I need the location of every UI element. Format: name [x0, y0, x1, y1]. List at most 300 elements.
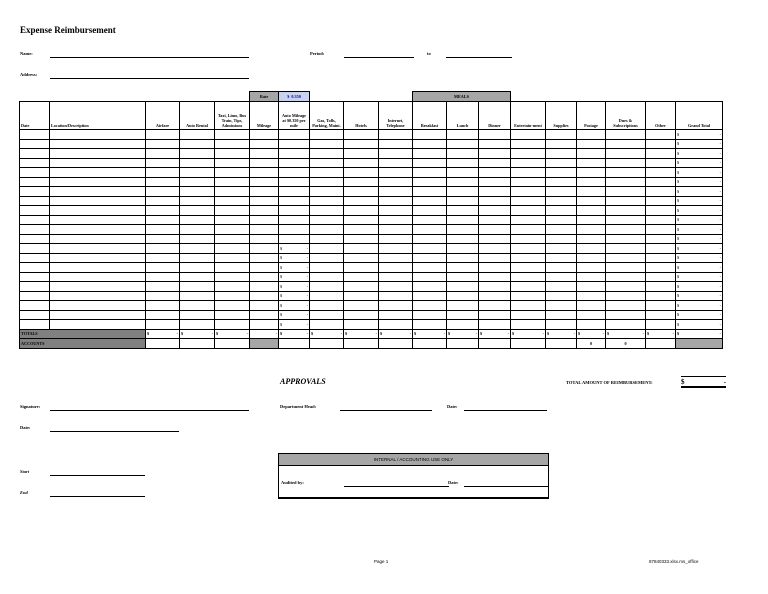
signature-field[interactable] — [50, 410, 249, 411]
accounts-cell[interactable] — [646, 339, 676, 349]
table-cell[interactable] — [310, 187, 344, 197]
table-cell[interactable] — [279, 225, 310, 235]
table-cell[interactable] — [511, 272, 546, 282]
table-cell[interactable] — [379, 168, 413, 178]
table-cell[interactable] — [577, 187, 606, 197]
table-cell[interactable] — [511, 234, 546, 244]
table-cell[interactable] — [310, 253, 344, 263]
table-cell[interactable] — [577, 234, 606, 244]
table-cell[interactable] — [479, 187, 511, 197]
table-cell[interactable]: $ - — [279, 272, 310, 282]
table-cell[interactable] — [50, 253, 146, 263]
table-cell[interactable] — [215, 310, 250, 320]
table-cell[interactable] — [606, 139, 646, 149]
table-cell[interactable] — [646, 215, 676, 225]
table-cell[interactable] — [180, 139, 215, 149]
table-cell[interactable] — [447, 158, 479, 168]
table-cell[interactable] — [20, 234, 50, 244]
table-cell[interactable] — [447, 272, 479, 282]
table-cell[interactable] — [606, 158, 646, 168]
table-cell[interactable] — [310, 291, 344, 301]
table-cell[interactable] — [511, 158, 546, 168]
table-cell[interactable] — [180, 244, 215, 254]
table-cell[interactable] — [646, 244, 676, 254]
table-cell[interactable] — [310, 177, 344, 187]
table-cell[interactable] — [447, 168, 479, 178]
table-cell[interactable] — [215, 234, 250, 244]
table-cell[interactable] — [20, 244, 50, 254]
table-cell[interactable] — [20, 168, 50, 178]
table-cell[interactable] — [279, 215, 310, 225]
table-cell[interactable] — [546, 177, 577, 187]
table-cell[interactable] — [479, 158, 511, 168]
table-cell[interactable] — [413, 149, 447, 159]
table-cell[interactable] — [250, 130, 279, 140]
table-cell[interactable] — [250, 291, 279, 301]
table-cell[interactable] — [546, 310, 577, 320]
table-cell[interactable] — [180, 291, 215, 301]
table-cell[interactable] — [215, 215, 250, 225]
table-cell[interactable] — [646, 301, 676, 311]
table-cell[interactable]: $ - — [279, 282, 310, 292]
table-cell[interactable] — [511, 187, 546, 197]
table-cell[interactable] — [50, 291, 146, 301]
table-cell[interactable] — [310, 206, 344, 216]
accounts-cell[interactable] — [546, 339, 577, 349]
table-cell[interactable] — [310, 272, 344, 282]
table-cell[interactable] — [379, 244, 413, 254]
table-cell[interactable] — [577, 310, 606, 320]
table-cell[interactable] — [20, 196, 50, 206]
table-cell[interactable] — [646, 168, 676, 178]
table-cell[interactable] — [479, 130, 511, 140]
table-cell[interactable] — [479, 310, 511, 320]
table-cell[interactable] — [646, 263, 676, 273]
table-cell[interactable] — [646, 158, 676, 168]
table-cell[interactable] — [447, 187, 479, 197]
table-cell[interactable] — [146, 301, 180, 311]
table-cell[interactable] — [215, 168, 250, 178]
table-cell[interactable] — [215, 301, 250, 311]
accounts-cell[interactable] — [511, 339, 546, 349]
table-cell[interactable] — [20, 149, 50, 159]
table-cell[interactable] — [180, 149, 215, 159]
table-cell[interactable] — [20, 253, 50, 263]
table-cell[interactable] — [215, 253, 250, 263]
table-cell[interactable] — [146, 225, 180, 235]
table-cell[interactable] — [511, 263, 546, 273]
table-cell[interactable] — [447, 234, 479, 244]
table-cell[interactable] — [279, 158, 310, 168]
table-cell[interactable] — [646, 320, 676, 330]
table-cell[interactable] — [646, 177, 676, 187]
table-cell[interactable] — [546, 291, 577, 301]
table-cell[interactable] — [479, 234, 511, 244]
table-cell[interactable] — [379, 291, 413, 301]
table-cell[interactable] — [344, 149, 379, 159]
table-cell[interactable] — [215, 187, 250, 197]
table-cell[interactable] — [215, 272, 250, 282]
table-cell[interactable] — [50, 215, 146, 225]
accounts-cell[interactable] — [379, 339, 413, 349]
table-cell[interactable] — [250, 168, 279, 178]
table-cell[interactable] — [379, 130, 413, 140]
table-cell[interactable] — [546, 206, 577, 216]
start-field[interactable] — [50, 475, 145, 476]
table-cell[interactable] — [479, 139, 511, 149]
table-cell[interactable] — [379, 310, 413, 320]
audited-by-field[interactable] — [344, 486, 449, 487]
table-cell[interactable] — [20, 320, 50, 330]
table-cell[interactable] — [20, 177, 50, 187]
table-cell[interactable] — [146, 282, 180, 292]
table-cell[interactable] — [146, 244, 180, 254]
table-cell[interactable] — [379, 234, 413, 244]
table-cell[interactable] — [146, 158, 180, 168]
table-cell[interactable] — [447, 139, 479, 149]
table-cell[interactable] — [511, 320, 546, 330]
accounts-cell[interactable] — [279, 339, 310, 349]
table-cell[interactable] — [279, 196, 310, 206]
accounts-cell[interactable] — [447, 339, 479, 349]
table-cell[interactable] — [20, 206, 50, 216]
table-cell[interactable] — [180, 282, 215, 292]
table-cell[interactable] — [20, 301, 50, 311]
table-cell[interactable] — [479, 253, 511, 263]
table-cell[interactable] — [50, 158, 146, 168]
table-cell[interactable] — [479, 225, 511, 235]
table-cell[interactable] — [511, 244, 546, 254]
table-cell[interactable] — [379, 301, 413, 311]
table-cell[interactable] — [511, 253, 546, 263]
table-cell[interactable] — [279, 130, 310, 140]
table-cell[interactable] — [20, 215, 50, 225]
table-cell[interactable] — [250, 149, 279, 159]
table-cell[interactable] — [577, 263, 606, 273]
table-cell[interactable] — [379, 149, 413, 159]
table-cell[interactable] — [379, 272, 413, 282]
table-cell[interactable] — [546, 244, 577, 254]
table-cell[interactable] — [180, 234, 215, 244]
table-cell[interactable] — [447, 225, 479, 235]
table-cell[interactable] — [577, 244, 606, 254]
table-cell[interactable] — [577, 253, 606, 263]
table-cell[interactable] — [606, 234, 646, 244]
table-cell[interactable]: $ - — [279, 253, 310, 263]
table-cell[interactable] — [413, 253, 447, 263]
table-cell[interactable] — [20, 310, 50, 320]
table-cell[interactable] — [50, 139, 146, 149]
table-cell[interactable] — [511, 301, 546, 311]
table-cell[interactable] — [546, 263, 577, 273]
table-cell[interactable] — [344, 253, 379, 263]
table-cell[interactable] — [146, 310, 180, 320]
table-cell[interactable] — [215, 158, 250, 168]
table-cell[interactable] — [447, 310, 479, 320]
table-cell[interactable] — [215, 282, 250, 292]
table-cell[interactable] — [606, 320, 646, 330]
table-cell[interactable] — [250, 187, 279, 197]
table-cell[interactable] — [577, 301, 606, 311]
table-cell[interactable] — [215, 225, 250, 235]
table-cell[interactable] — [413, 320, 447, 330]
table-cell[interactable] — [606, 168, 646, 178]
table-cell[interactable]: $ - — [279, 291, 310, 301]
table-cell[interactable] — [146, 263, 180, 273]
table-cell[interactable] — [646, 225, 676, 235]
table-cell[interactable] — [310, 168, 344, 178]
table-cell[interactable] — [215, 320, 250, 330]
table-cell[interactable] — [279, 168, 310, 178]
table-cell[interactable] — [606, 187, 646, 197]
table-cell[interactable] — [413, 187, 447, 197]
table-cell[interactable] — [511, 168, 546, 178]
table-cell[interactable]: $ - — [279, 244, 310, 254]
table-cell[interactable] — [479, 149, 511, 159]
table-cell[interactable] — [577, 272, 606, 282]
table-cell[interactable] — [146, 320, 180, 330]
table-cell[interactable] — [180, 177, 215, 187]
table-cell[interactable] — [146, 177, 180, 187]
table-cell[interactable] — [344, 272, 379, 282]
table-cell[interactable] — [379, 158, 413, 168]
table-cell[interactable] — [413, 196, 447, 206]
table-cell[interactable] — [413, 301, 447, 311]
table-cell[interactable] — [646, 130, 676, 140]
table-cell[interactable] — [20, 225, 50, 235]
table-cell[interactable] — [546, 301, 577, 311]
table-cell[interactable] — [250, 139, 279, 149]
accounts-cell[interactable] — [676, 339, 723, 349]
table-cell[interactable] — [215, 130, 250, 140]
table-cell[interactable] — [20, 187, 50, 197]
table-cell[interactable] — [413, 177, 447, 187]
table-cell[interactable] — [50, 196, 146, 206]
table-cell[interactable] — [250, 301, 279, 311]
table-cell[interactable] — [577, 149, 606, 159]
table-cell[interactable] — [250, 282, 279, 292]
accounts-cell[interactable]: 0 — [606, 339, 646, 349]
table-cell[interactable] — [50, 320, 146, 330]
table-cell[interactable] — [250, 234, 279, 244]
table-cell[interactable] — [577, 168, 606, 178]
table-cell[interactable] — [379, 263, 413, 273]
accounts-cell[interactable] — [250, 339, 279, 349]
table-cell[interactable] — [50, 187, 146, 197]
table-cell[interactable] — [344, 225, 379, 235]
table-cell[interactable] — [50, 234, 146, 244]
table-cell[interactable]: $ - — [279, 310, 310, 320]
accounts-cell[interactable] — [146, 339, 180, 349]
table-cell[interactable] — [479, 196, 511, 206]
table-cell[interactable] — [479, 206, 511, 216]
table-cell[interactable] — [215, 206, 250, 216]
table-cell[interactable] — [20, 139, 50, 149]
table-cell[interactable] — [479, 282, 511, 292]
table-cell[interactable] — [447, 177, 479, 187]
table-cell[interactable] — [447, 244, 479, 254]
department-head-field[interactable] — [340, 410, 432, 411]
table-cell[interactable] — [511, 215, 546, 225]
table-cell[interactable] — [379, 282, 413, 292]
table-cell[interactable] — [310, 158, 344, 168]
table-cell[interactable] — [180, 263, 215, 273]
table-cell[interactable] — [146, 206, 180, 216]
table-cell[interactable] — [50, 225, 146, 235]
table-cell[interactable] — [310, 149, 344, 159]
end-field[interactable] — [50, 496, 145, 497]
table-cell[interactable] — [511, 310, 546, 320]
table-cell[interactable] — [344, 215, 379, 225]
table-cell[interactable] — [447, 291, 479, 301]
table-cell[interactable] — [344, 282, 379, 292]
table-cell[interactable] — [379, 320, 413, 330]
table-cell[interactable] — [511, 130, 546, 140]
table-cell[interactable] — [250, 177, 279, 187]
table-cell[interactable] — [344, 196, 379, 206]
table-cell[interactable] — [606, 196, 646, 206]
table-cell[interactable] — [146, 272, 180, 282]
table-cell[interactable] — [577, 215, 606, 225]
table-cell[interactable] — [20, 291, 50, 301]
table-cell[interactable] — [250, 206, 279, 216]
table-cell[interactable] — [250, 263, 279, 273]
table-cell[interactable] — [50, 310, 146, 320]
table-cell[interactable] — [546, 282, 577, 292]
table-cell[interactable] — [50, 272, 146, 282]
table-cell[interactable] — [511, 149, 546, 159]
table-cell[interactable]: $ - — [279, 301, 310, 311]
table-cell[interactable] — [180, 320, 215, 330]
table-cell[interactable] — [546, 187, 577, 197]
table-cell[interactable] — [577, 291, 606, 301]
table-cell[interactable] — [344, 291, 379, 301]
table-cell[interactable] — [379, 187, 413, 197]
table-cell[interactable] — [344, 310, 379, 320]
table-cell[interactable] — [379, 196, 413, 206]
table-cell[interactable] — [606, 130, 646, 140]
accounts-cell[interactable]: 0 — [577, 339, 606, 349]
table-cell[interactable] — [511, 196, 546, 206]
table-cell[interactable] — [606, 225, 646, 235]
table-cell[interactable] — [250, 196, 279, 206]
table-cell[interactable] — [646, 234, 676, 244]
table-cell[interactable] — [310, 225, 344, 235]
table-cell[interactable] — [606, 272, 646, 282]
table-cell[interactable] — [146, 234, 180, 244]
table-cell[interactable] — [606, 177, 646, 187]
table-cell[interactable] — [447, 301, 479, 311]
table-cell[interactable] — [511, 206, 546, 216]
table-cell[interactable] — [215, 263, 250, 273]
table-cell[interactable] — [146, 196, 180, 206]
table-cell[interactable] — [215, 291, 250, 301]
table-cell[interactable] — [310, 320, 344, 330]
table-cell[interactable] — [215, 139, 250, 149]
accounts-cell[interactable] — [479, 339, 511, 349]
table-cell[interactable] — [511, 282, 546, 292]
table-cell[interactable] — [180, 168, 215, 178]
table-cell[interactable] — [606, 149, 646, 159]
table-cell[interactable] — [546, 215, 577, 225]
table-cell[interactable] — [20, 263, 50, 273]
table-cell[interactable] — [180, 187, 215, 197]
table-cell[interactable] — [479, 244, 511, 254]
table-cell[interactable] — [310, 301, 344, 311]
table-cell[interactable] — [511, 177, 546, 187]
table-cell[interactable] — [447, 320, 479, 330]
table-cell[interactable] — [646, 196, 676, 206]
table-cell[interactable] — [546, 149, 577, 159]
table-cell[interactable] — [577, 196, 606, 206]
table-cell[interactable] — [20, 158, 50, 168]
table-cell[interactable] — [447, 253, 479, 263]
table-cell[interactable] — [310, 196, 344, 206]
table-cell[interactable] — [344, 244, 379, 254]
table-cell[interactable] — [606, 263, 646, 273]
accounts-cell[interactable] — [413, 339, 447, 349]
table-cell[interactable] — [344, 187, 379, 197]
table-cell[interactable] — [479, 272, 511, 282]
table-cell[interactable] — [215, 196, 250, 206]
table-cell[interactable] — [279, 206, 310, 216]
table-cell[interactable] — [646, 253, 676, 263]
table-cell[interactable] — [546, 272, 577, 282]
table-cell[interactable] — [180, 225, 215, 235]
table-cell[interactable] — [447, 215, 479, 225]
table-cell[interactable] — [546, 225, 577, 235]
table-cell[interactable] — [413, 234, 447, 244]
table-cell[interactable] — [146, 149, 180, 159]
table-cell[interactable] — [479, 263, 511, 273]
table-cell[interactable] — [546, 139, 577, 149]
table-cell[interactable] — [215, 149, 250, 159]
table-cell[interactable] — [379, 177, 413, 187]
table-cell[interactable] — [146, 253, 180, 263]
table-cell[interactable] — [50, 301, 146, 311]
table-cell[interactable] — [479, 291, 511, 301]
table-cell[interactable] — [546, 158, 577, 168]
table-cell[interactable] — [50, 130, 146, 140]
table-cell[interactable] — [344, 168, 379, 178]
table-cell[interactable] — [50, 149, 146, 159]
table-cell[interactable] — [379, 215, 413, 225]
table-cell[interactable] — [413, 215, 447, 225]
table-cell[interactable] — [413, 168, 447, 178]
table-cell[interactable] — [310, 130, 344, 140]
table-cell[interactable] — [606, 310, 646, 320]
table-cell[interactable] — [413, 244, 447, 254]
table-cell[interactable] — [606, 206, 646, 216]
table-cell[interactable] — [146, 215, 180, 225]
table-cell[interactable] — [479, 168, 511, 178]
table-cell[interactable] — [279, 177, 310, 187]
table-cell[interactable] — [606, 282, 646, 292]
table-cell[interactable] — [546, 196, 577, 206]
table-cell[interactable] — [577, 282, 606, 292]
table-cell[interactable] — [577, 158, 606, 168]
table-cell[interactable] — [215, 244, 250, 254]
table-cell[interactable] — [310, 282, 344, 292]
table-cell[interactable] — [447, 282, 479, 292]
table-cell[interactable] — [511, 291, 546, 301]
table-cell[interactable] — [50, 206, 146, 216]
table-cell[interactable] — [146, 187, 180, 197]
table-cell[interactable] — [50, 177, 146, 187]
table-cell[interactable] — [146, 139, 180, 149]
table-cell[interactable] — [50, 263, 146, 273]
table-cell[interactable] — [646, 310, 676, 320]
